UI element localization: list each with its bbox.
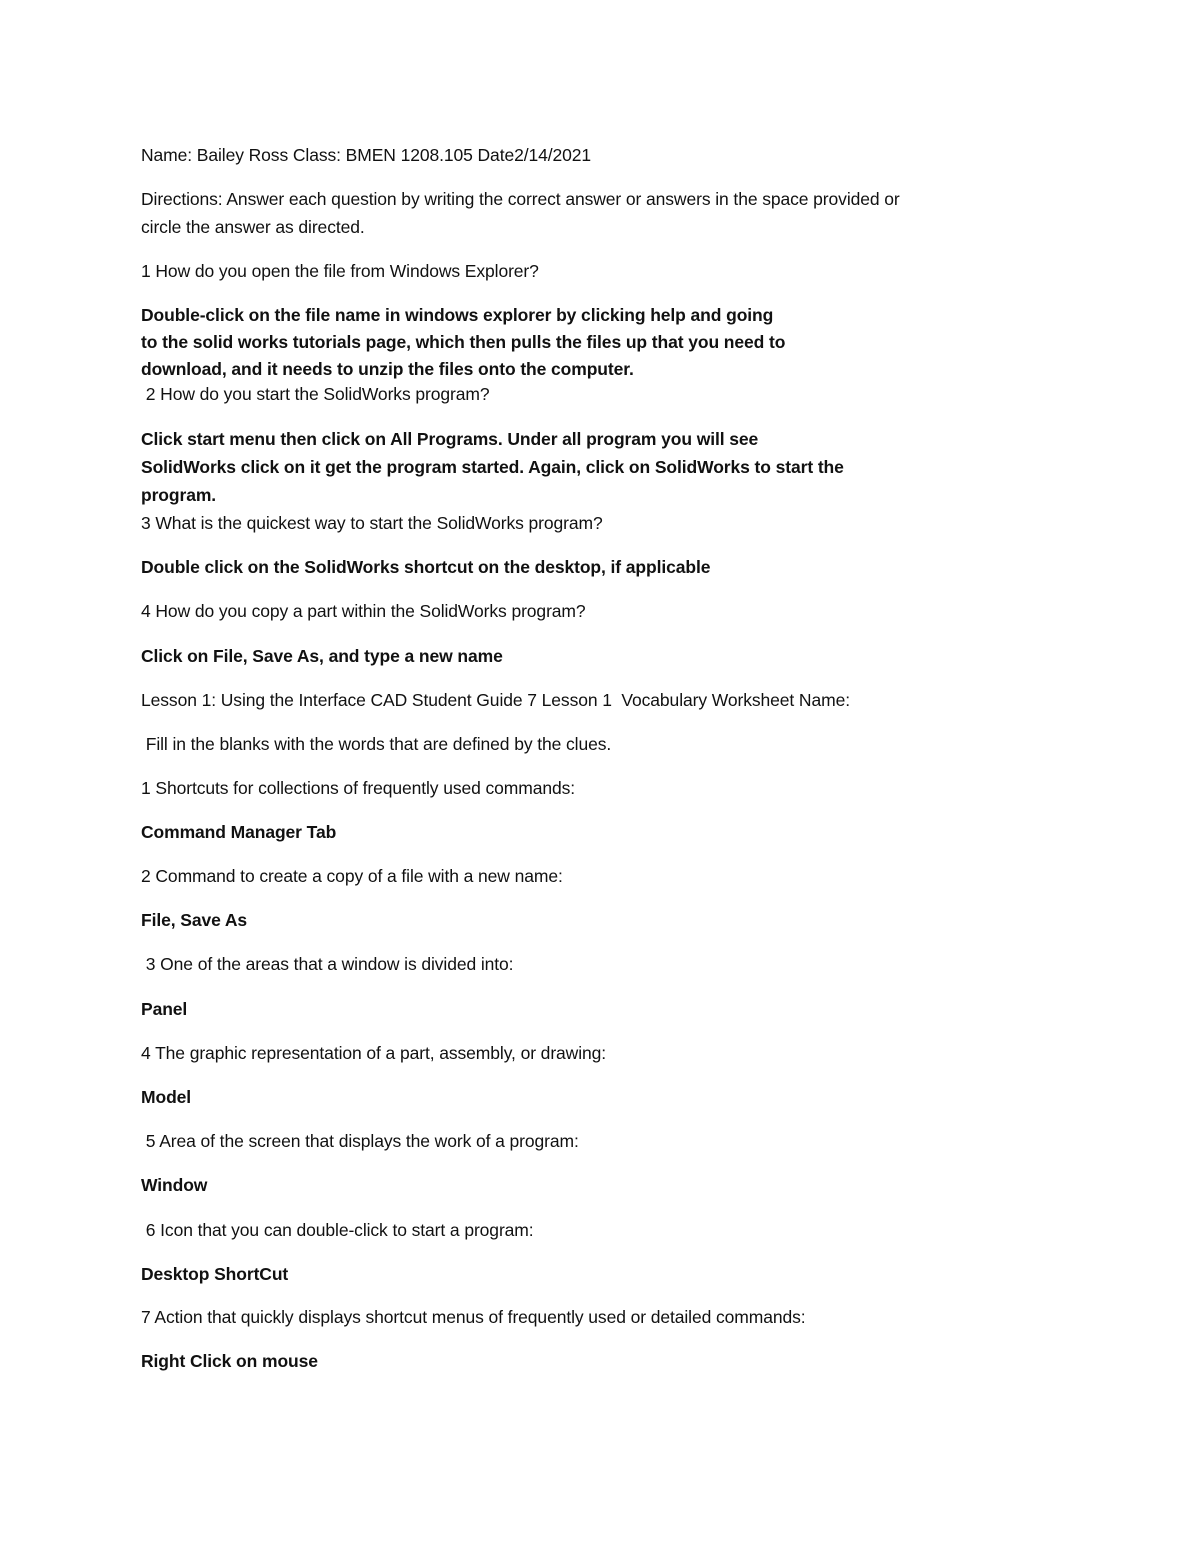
vocab-clue-7: 7 Action that quickly displays shortcut menus of frequently used or detailed commands: [141,1307,806,1327]
header-info: Name: Bailey Ross Class: BMEN 1208.105 Date2/14/2021 [141,145,592,165]
vocab-clue-2: 2 Command to create a copy of a file with a new name: [141,866,563,886]
directions-line-1: Directions: Answer each question by writing the correct answer or answers in the space provided or [141,189,900,209]
vocab-answer-2: File, Save As [141,910,248,930]
answer-1-line-1: Double-click on the file name in windows explorer by clicking help and going [141,305,774,325]
question-1: 1 How do you open the file from Windows Explorer? [141,261,539,281]
vocab-answer-7: Right Click on mouse [141,1351,318,1371]
answer-3: Double click on the SolidWorks shortcut on the desktop, if applicable [141,557,711,577]
vocab-answer-6: Desktop ShortCut [141,1264,289,1284]
vocab-clue-3: 3 One of the areas that a window is divided into: [141,954,514,974]
question-3: 3 What is the quickest way to start the SolidWorks program? [141,513,603,533]
answer-2-line-2: SolidWorks click on it get the program started. Again, click on SolidWorks to start the [141,457,844,477]
lesson-instructions: Fill in the blanks with the words that are defined by the clues. [141,734,612,754]
vocab-answer-4: Model [141,1087,192,1107]
answer-1-line-2: to the solid works tutorials page, which then pulls the files up that you need to [141,332,786,352]
vocab-clue-4: 4 The graphic representation of a part, assembly, or drawing: [141,1043,607,1063]
vocab-clue-6: 6 Icon that you can double-click to start a program: [141,1220,534,1240]
answer-1-line-3: download, and it needs to unzip the files onto the computer. [141,359,634,379]
vocab-clue-5: 5 Area of the screen that displays the work of a program: [141,1131,579,1151]
answer-2-line-1: Click start menu then click on All Programs. Under all program you will see [141,429,759,449]
lesson-title: Lesson 1: Using the Interface CAD Student Guide 7 Lesson 1 Vocabulary Worksheet Name: [141,690,850,710]
directions-line-2: circle the answer as directed. [141,217,365,237]
vocab-answer-5: Window [141,1175,208,1195]
vocab-answer-1: Command Manager Tab [141,822,337,842]
answer-4: Click on File, Save As, and type a new name [141,646,503,666]
vocab-clue-1: 1 Shortcuts for collections of frequently used commands: [141,778,576,798]
vocab-answer-3: Panel [141,999,188,1019]
answer-2-line-3: program. [141,485,217,505]
question-4: 4 How do you copy a part within the SolidWorks program? [141,601,586,621]
question-2: 2 How do you start the SolidWorks program? [141,384,490,404]
